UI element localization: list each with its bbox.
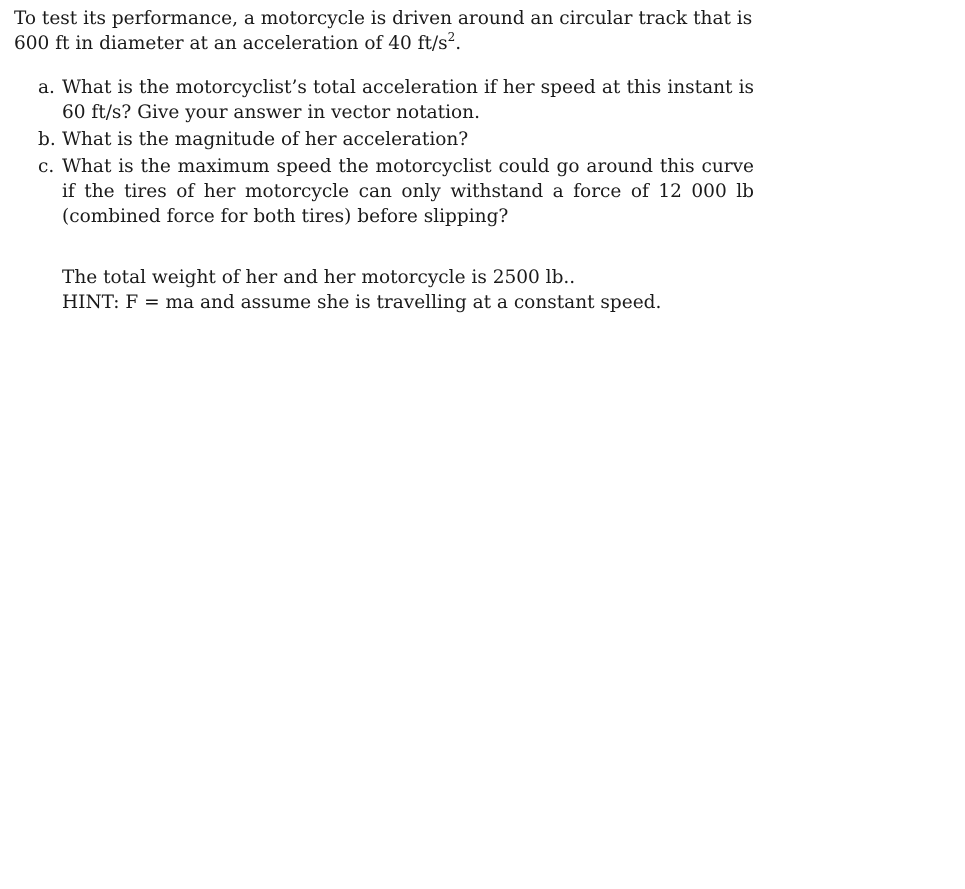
- question-text: What is the motorcyclist’s total acceleration if her speed at this instant is 60 ft/s? Give your answer in vector notation.: [62, 77, 754, 123]
- question-list: [14, 75, 754, 229]
- intro-text: To test its performance, a motorcycle is driven around an circular track that is 600 ft in diameter at an acceleration of 40 ft/s: [14, 8, 753, 54]
- question-marker: b.: [38, 129, 56, 150]
- question-marker: c.: [38, 156, 55, 177]
- notes-block: [62, 265, 754, 315]
- question-item-b: [14, 127, 754, 152]
- exponent: 2: [447, 29, 456, 44]
- problem-intro: [14, 6, 754, 56]
- hint-note: HINT: F = ma and assume she is travelling at a constant speed.: [62, 292, 662, 313]
- question-marker: a.: [38, 77, 55, 98]
- question-item-a: [14, 75, 754, 125]
- intro-period: .: [455, 33, 462, 54]
- document-body: [14, 6, 754, 315]
- question-item-c: [14, 154, 754, 229]
- weight-note: The total weight of her and her motorcycle is 2500 lb..: [62, 267, 576, 288]
- question-text: What is the magnitude of her acceleration?: [62, 129, 469, 150]
- question-text: What is the maximum speed the motorcyclist could go around this curve if the tires of her motorcycle can only withstand a force of 12 000 lb (combined force for both tires) before slipping?: [62, 156, 754, 227]
